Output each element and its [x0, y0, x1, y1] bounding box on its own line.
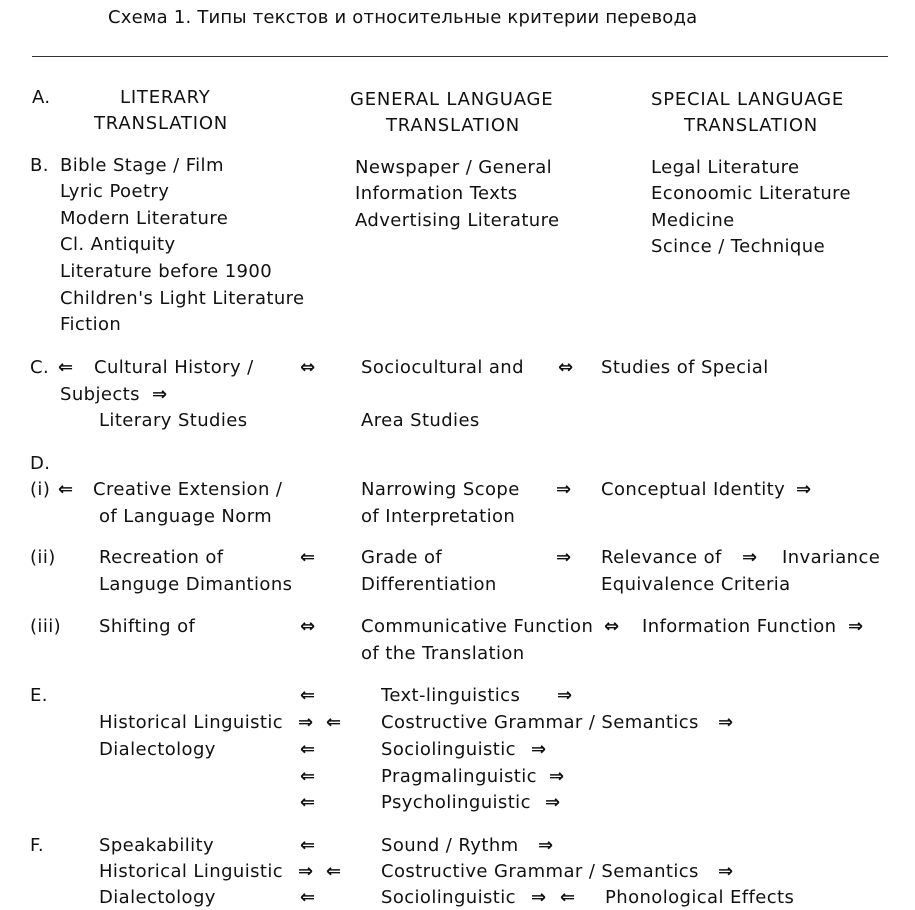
- special-item: Scince / Technique: [651, 236, 826, 257]
- pragmalinguistic-label: Pragmalinguistic: [381, 766, 537, 787]
- literary-item: Children's Light Literature: [60, 288, 305, 309]
- special-item: Econoomic Literature: [651, 183, 852, 204]
- dialectology-label: Dialectology: [99, 739, 216, 760]
- arrow-left-icon: ⇐: [300, 887, 316, 908]
- arrow-right-icon: ⇒: [298, 712, 314, 733]
- arrow-right-icon: ⇒: [545, 792, 561, 813]
- arrow-left-icon: ⇐: [58, 357, 74, 378]
- sublabel-d-ii: (ii): [30, 547, 56, 568]
- arrow-both-icon: ⇔: [558, 357, 574, 378]
- sublabel-d-iii: (iii): [30, 616, 62, 637]
- section-label-d: D.: [30, 453, 51, 474]
- literary-item: Literature before 1900: [60, 261, 273, 282]
- literary-item: Fiction: [60, 314, 122, 335]
- literary-item: Bible Stage / Film: [60, 155, 224, 176]
- arrow-left-icon: ⇐: [300, 835, 316, 856]
- diagram-title: Схема 1. Типы текстов и относительные критерии перевода: [108, 7, 698, 28]
- cultural-history-label: Cultural History /: [94, 357, 254, 378]
- arrow-both-icon: ⇔: [300, 357, 316, 378]
- dialectology-label: Dialectology: [99, 887, 216, 908]
- section-label-e: E.: [30, 685, 48, 706]
- arrow-right-icon: ⇒: [556, 547, 572, 568]
- arrow-right-icon: ⇒: [557, 685, 573, 706]
- arrow-left-icon: ⇐: [300, 739, 316, 760]
- sociolinguistic-label: Sociolinguistic: [381, 739, 516, 760]
- arrow-both-icon: ⇔: [300, 616, 316, 637]
- sublabel-d-i: (i): [30, 479, 51, 500]
- arrow-right-icon: ⇒: [152, 384, 168, 405]
- arrow-right-icon: ⇒: [742, 547, 758, 568]
- creative-extension-label: Creative Extension /: [93, 479, 283, 500]
- conceptual-identity-label: Conceptual Identity: [601, 479, 786, 500]
- section-label-a: A.: [32, 87, 51, 108]
- language-norm-label: of Language Norm: [99, 506, 273, 527]
- literary-item: Modern Literature: [60, 208, 229, 229]
- general-item: Advertising Literature: [355, 210, 560, 231]
- arrow-right-icon: ⇒: [556, 479, 572, 500]
- special-studies-label: Studies of Special: [601, 357, 769, 378]
- general-item: Information Texts: [355, 183, 518, 204]
- subjects-label: Subjects: [60, 384, 140, 405]
- relevance-label: Relevance of: [601, 547, 722, 568]
- recreation-label: Recreation of: [99, 547, 224, 568]
- arrow-right-icon: ⇒: [531, 739, 547, 760]
- special-item: Legal Literature: [651, 157, 800, 178]
- speakability-label: Speakability: [99, 835, 215, 856]
- arrow-right-icon: ⇒: [796, 479, 812, 500]
- arrow-left-icon: ⇐: [58, 479, 74, 500]
- translation-label: of the Translation: [361, 643, 525, 664]
- arrow-right-icon: ⇒: [549, 766, 565, 787]
- grade-label: Grade of: [361, 547, 443, 568]
- literary-item: Lyric Poetry: [60, 181, 170, 202]
- header-literary-2: TRANSLATION: [94, 113, 229, 134]
- header-special-1: SPECIAL LANGUAGE: [651, 89, 845, 110]
- arrow-right-icon: ⇒: [298, 861, 314, 882]
- narrowing-scope-label: Narrowing Scope: [361, 479, 520, 500]
- sociolinguistic-label: Sociolinguistic: [381, 887, 516, 908]
- interpretation-label: of Interpretation: [361, 506, 516, 527]
- arrow-left-icon: ⇐: [300, 547, 316, 568]
- general-item: Newspaper / General: [355, 157, 553, 178]
- communicative-function-label: Communicative Function: [361, 616, 594, 637]
- arrow-right-icon: ⇒: [718, 712, 734, 733]
- arrow-both-icon: ⇔: [604, 616, 620, 637]
- arrow-right-icon: ⇒: [848, 616, 864, 637]
- arrow-left-icon: ⇐: [300, 685, 316, 706]
- arrow-left-icon: ⇐: [300, 766, 316, 787]
- arrow-right-icon: ⇒: [718, 861, 734, 882]
- differentiation-label: Differentiation: [361, 574, 497, 595]
- section-label-f: F.: [30, 835, 44, 856]
- arrow-left-icon: ⇐: [560, 887, 576, 908]
- arrow-left-icon: ⇐: [326, 712, 342, 733]
- sociocultural-label: Sociocultural and: [361, 357, 524, 378]
- arrow-left-icon: ⇐: [300, 792, 316, 813]
- information-function-label: Information Function: [642, 616, 837, 637]
- sound-rythm-label: Sound / Rythm: [381, 835, 519, 856]
- phonological-effects-label: Phonological Effects: [605, 887, 795, 908]
- costructive-grammar-label: Costructive Grammar / Semantics: [381, 712, 699, 733]
- header-general-1: GENERAL LANGUAGE: [350, 89, 554, 110]
- text-linguistics-label: Text-linguistics: [381, 685, 521, 706]
- historical-linguistic-label: Historical Linguistic: [99, 861, 284, 882]
- arrow-left-icon: ⇐: [326, 861, 342, 882]
- invariance-label: Invariance: [782, 547, 881, 568]
- psycholinguistic-label: Psycholinguistic: [381, 792, 531, 813]
- arrow-right-icon: ⇒: [531, 887, 547, 908]
- literary-studies-label: Literary Studies: [99, 410, 248, 431]
- header-general-2: TRANSLATION: [386, 115, 521, 136]
- costructive-grammar-label: Costructive Grammar / Semantics: [381, 861, 699, 882]
- equivalence-label: Equivalence Criteria: [601, 574, 791, 595]
- title-divider: [32, 56, 888, 57]
- literary-item: Cl. Antiquity: [60, 234, 176, 255]
- area-studies-label: Area Studies: [361, 410, 480, 431]
- arrow-right-icon: ⇒: [538, 835, 554, 856]
- section-label-c: C.: [30, 357, 50, 378]
- shifting-label: Shifting of: [99, 616, 196, 637]
- dimensions-label: Languge Dimantions: [99, 574, 293, 595]
- header-special-2: TRANSLATION: [684, 115, 819, 136]
- special-item: Medicine: [651, 210, 735, 231]
- header-literary-1: LITERARY: [120, 87, 211, 108]
- section-label-b: B.: [30, 155, 49, 176]
- historical-linguistic-label: Historical Linguistic: [99, 712, 284, 733]
